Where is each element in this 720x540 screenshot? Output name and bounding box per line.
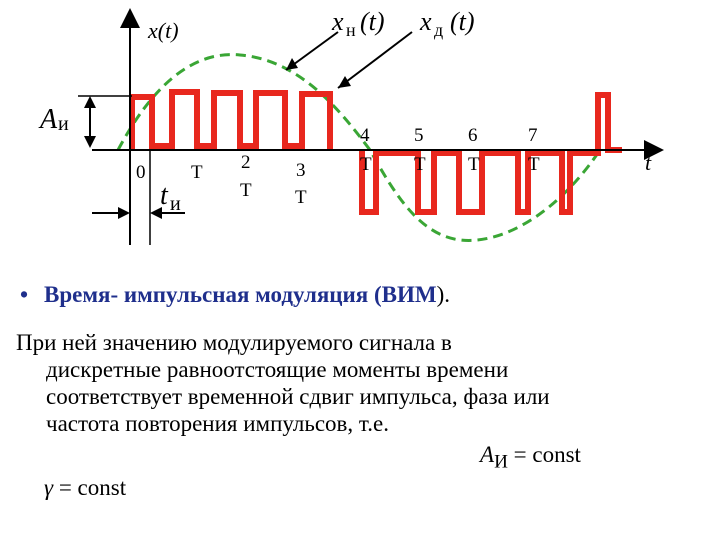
svg-text:A: A: [40, 104, 58, 135]
svg-text:и: и: [58, 113, 69, 135]
svg-text:д: д: [434, 20, 444, 40]
formula-phase-rest: = const: [53, 475, 127, 500]
bullet-dot: •: [20, 282, 29, 307]
x-axis-label: t: [645, 150, 652, 175]
tick-label-4-t: T: [360, 154, 372, 175]
tick-label-5: 5: [414, 125, 424, 146]
tick-label-7-t: T: [528, 154, 540, 175]
bullet-close: ).: [436, 282, 451, 307]
svg-text:(t): (t): [450, 7, 475, 36]
xd-pointer-arrow: [338, 32, 412, 88]
bullet-heading: [20, 282, 450, 308]
tick-label-2-t: T: [240, 180, 252, 201]
svg-text:x: x: [332, 7, 344, 36]
formula-phase-const: [44, 475, 126, 501]
tick-label-5-t: T: [414, 154, 426, 175]
svg-text:н: н: [346, 20, 356, 40]
pulse-width-label: [160, 180, 181, 215]
tick-label-4: 4: [360, 125, 370, 146]
tick-label-0: 0: [136, 162, 146, 183]
tick-label-3: 3: [296, 160, 306, 181]
svg-text:(t): (t): [360, 7, 385, 36]
description-paragraph: [16, 329, 676, 437]
tick-label-6-t: T: [468, 154, 480, 175]
formula-amplitude-symbol: A: [480, 442, 495, 467]
svg-text:и: и: [170, 193, 181, 215]
formula-amplitude-rest: = const: [507, 442, 581, 467]
amplitude-label: [38, 104, 69, 135]
svg-text:t: t: [160, 180, 168, 211]
tick-label-6: 6: [468, 125, 478, 146]
formula-phase-symbol: γ: [44, 475, 54, 500]
paragraph-line-4: частота повторения импульсов, т.е.: [46, 411, 389, 436]
tick-label-7: 7: [528, 125, 538, 146]
formula-amplitude-const: [480, 442, 581, 474]
tick-label-2: 2: [241, 152, 251, 173]
xd-label: [419, 7, 475, 40]
paragraph-line-1: При ней значению модулируемого сигнала в: [16, 330, 452, 355]
y-axis-label: x(t): [148, 18, 179, 43]
bullet-text: Время- импульсная модуляция (ВИМ: [44, 282, 437, 307]
tick-label-t: T: [191, 162, 203, 183]
paragraph-line-3: соответствует временной сдвиг импульса, фаза или: [46, 384, 550, 409]
paragraph-line-2: дискретные равноотстоящие моменты времени: [46, 357, 509, 382]
pulse-train: [132, 92, 622, 212]
formula-amplitude-sub: И: [494, 451, 508, 473]
xn-label: [331, 7, 385, 40]
tick-label-3-t: T: [295, 187, 307, 208]
svg-text:x: x: [420, 7, 432, 36]
